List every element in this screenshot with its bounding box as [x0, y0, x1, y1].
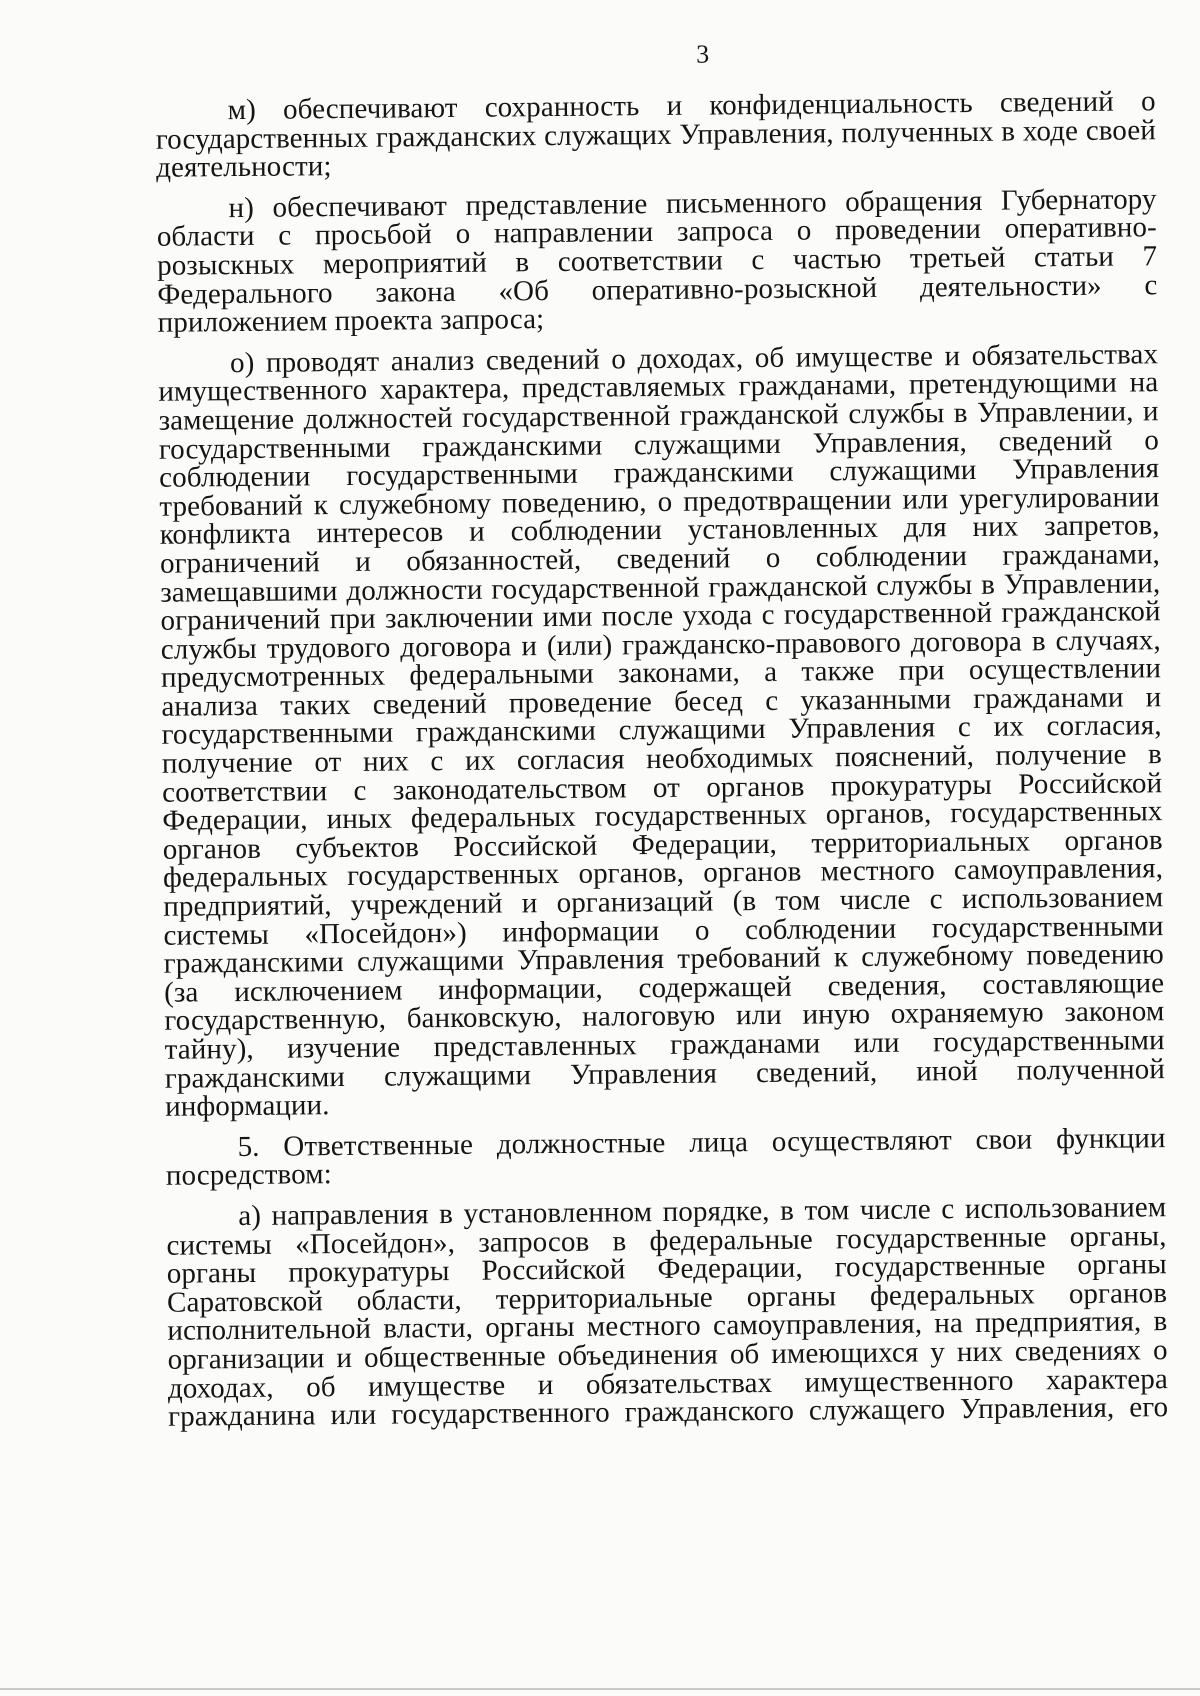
page-number: 3 — [695, 39, 710, 69]
paragraph-n: н) обеспечивают представление письменного обращения Губернатору области с просьбой о направлении запроса о проведении оперативно-розыскных мероприятий в соответствии с частью третьей статьи 7 Федерального закона «Об оперативно-розыскной деятельности» с приложением проекта запроса; — [156, 182, 1158, 339]
paragraph-m: м) обеспечивают сохранность и конфиденциальность сведений о государственных гражданских служащих Управления, полученных в ходе своей деятельности; — [155, 85, 1157, 184]
paragraph-a: а) направления в установленном порядке, в том числе с использованием системы «Посейдон», запросов в федеральные государственные органы, органы прокуратуры Российской Федерации, государственные органы Саратовской области, территориальные органы федеральных органов исполнительной власти, органы местного самоуправления, на предприятия, в организации и общественные объединения об имеющихся у них сведениях о доходах, об имуществе и обязательствах имущественного характера гражданина или государственного гражданского служащего Управления, его — [166, 1191, 1169, 1433]
document-body — [155, 35, 1168, 1443]
paragraph-o: о) проводят анализ сведений о доходах, об имуществе и обязательствах имущественного характера, представляемых гражданами, претендующими на замещение должностей государственной гражданской службы в Управлении, и государственными гражданскими служащими Управления, сведений о соблюдении государственными гражданскими служащими Управления требований к служебному поведению, о предотвращении или урегулировании конфликта интересов и соблюдении установленных для них запретов, ограничений и обязанностей, сведений о соблюдении гражданами, замещавшими должности государственной гражданской службы в Управлении, ограничений при заключении ими после ухода с государственной гражданской службы трудового договора и (или) гражданско-правового договора в случаях, предусмотренных федеральными законами, а также при осуществлении анализа таких сведений проведение бесед с указанными гражданами и государственными гражданскими служащими Управления с их согласия, получение от них с их согласия необходимых пояснений, получение в соответствии с законодательством от органов прокуратуры Российской Федерации, иных федеральных государственных органов, государственных органов субъектов Российской Федерации, территориальных органов федеральных государственных органов, органов местного самоуправления, предприятий, учреждений и организаций (в том числе с использованием системы «Посейдон») информации о соблюдении государственными гражданскими служащими Управления требований к служебному поведению (за исключением информации, содержащей сведения, составляющие государственную, банковскую, налоговую или иную охраняемую законом тайну), изучение представленных гражданами или государственными гражданскими служащими Управления сведений, иной полученной информации. — [158, 337, 1166, 1123]
paragraph-5: 5. Ответственные должностные лица осуществляют свои функции посредством: — [165, 1121, 1166, 1193]
scan-edge-line — [0, 1688, 1200, 1690]
